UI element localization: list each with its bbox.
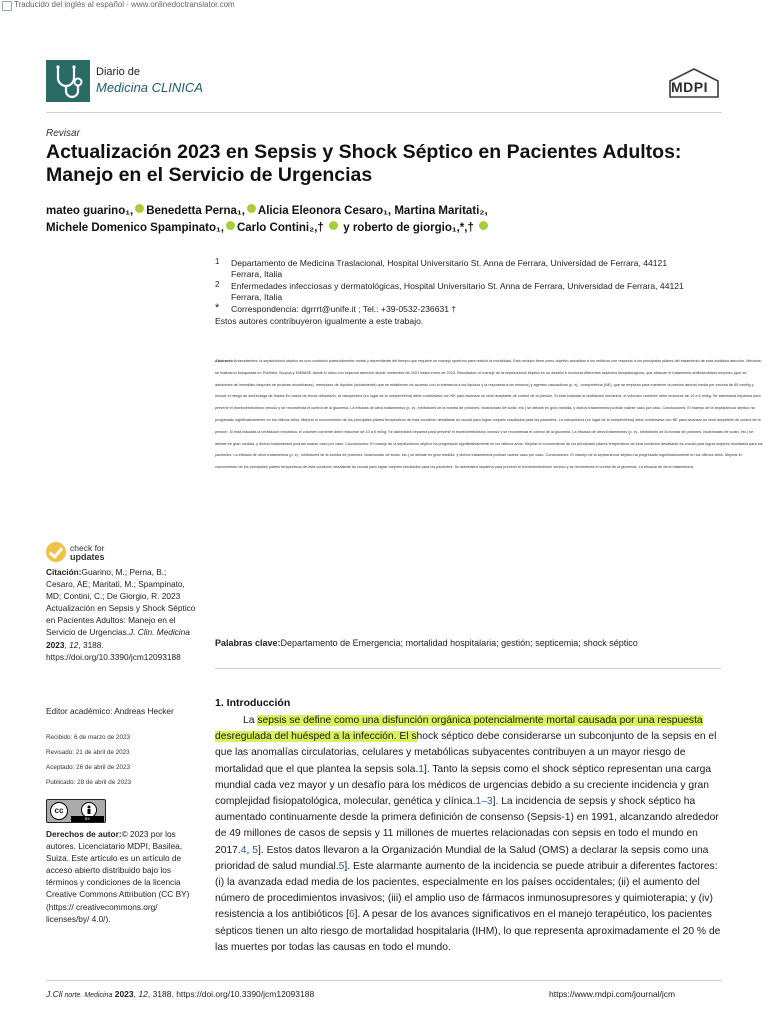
translator-banner [0,0,768,12]
journal-name-prefix: Diario de [96,66,141,78]
abstract-text: Antecedentes: la sepsis/shock séptico es una condición potencialmente mortal y dependiente del tiempo que requiere un manejo oportuno para reducir la mortalidad. Esta revisión tiene como objetivo actualizar a los médicos con respecto a los principales pilares del tratamiento de esta insidiosa afección. Métodos: se realizaron búsquedas en PubMed, Scopus y EMBASE desde el inicio con especial atención desde noviembre de 2021 hasta enero de 2023. Resultados: el manejo de la sepsis/shock séptico es un desafío e involucra diferentes aspectos fisiopatológicos, que abarcan el tratamiento antimicrobiano empírico (que se administra de inmediato después de pruebas microbianas), reemplazo de líquidos (inicialmente) que se establecen de acuerdo con la tolerancia a los líquidos y la respuesta a los mismos) y agentes vasoactivos (p. ej., norepinefrina (NE), que se emplean para mantener la presión arterial media por encima de 65 mmHg y reducir el riesgo de sobrecarga de fluidos En casos de shock refractario, la vasopresina (en lugar de la norepinefrina) debe combinarse con NE para alcanzar un nivel aceptable de control de la presión. Si está indicada la ventilación mecánica, el volumen corriente debe reducirse de 10 a 6 ml/kg. Se administra heparina para prevenir el tromboembolismo venoso y se recomienda el control de la glucemia. La eficacia de otros tratamientos (p. ej., inhibidores de la bomba de protones, bicarbonato de sodio, etc.) se debate en gran medida, y dichos tratamientos podrían usarse caso por caso. Conclusiones: El manejo de la sepsis/shock séptico ha progresado significativamente en los últimos años. Mejorar el conocimiento de los principales pilares terapéuticos de esta condición desafiante es crucial para lograr mejores resultados para los pacientes. La vasopresina (en lugar de la norepinefrina) debe combinarse con NE para alcanzar un nivel aceptable de control de la presión. Si está indicada la ventilación mecánica, el volumen corriente debe reducirse de 10 a 6 ml/kg. Se administra heparina para prevenir el tromboembolismo venoso y se recomienda el control de la glucemia. La eficacia de otros tratamientos (p. ej., inhibidores de la bomba de protones, bicarbonato de sodio, etc.) se debate en gran medida, y dichos tratamientos podrían usarse caso por caso. Conclusiones: El manejo de la sepsis/shock séptico ha progresado significativamente en los últimos años. Mejorar el conocimiento de los principales pilares terapéuticos de esta condición desafiante es crucial para lograr mejores resultados para los pacientes. La eficacia de otros tratamientos (p. ej., inhibidores de la bomba de protones, bicarbonato de sodio, etc.) se debate en gran medida, y dichos tratamientos podrían usarse caso por caso. Conclusiones: El manejo de la sepsis/shock séptico ha progresado significativamente en los últimos años. Mejorar el conocimiento de los principales pilares terapéuticos de esta condición desafiante es crucial para lograr mejores resultados para los pacientes. Se administra heparina para prevenir el tromboembolismo venoso y se recomienda el control de la glucemia. La eficacia de otros tratamientos [215,359,763,470]
affiliations [215,258,685,327]
copyright-license: Derechos de autor:© 2023 por los autores. Licenciatario MDPI, Basilea, Suiza. Este artículo es un artículo de acceso abierto distribuido bajo los términos y condiciones de la licencia Creative Commons Attribution (CC BY) (https:// creativecommons.org/ licenses/by/ 4.0/). [46,829,190,924]
reference-link[interactable]: 1–3 [475,796,493,808]
translator-text: Traducido del inglés al español - www.onlinedoctranslator.com [14,0,235,9]
reference-link[interactable]: 5 [252,844,258,856]
orcid-icon[interactable] [247,204,256,213]
article-title: Actualización 2023 en Sepsis y Shock Séptico en Pacientes Adultos: Manejo en el Servicio de Urgencias [46,141,682,186]
author[interactable]: y roberto de giorgio₁,*,† [343,222,474,234]
header-divider [46,112,722,113]
equal-contribution-note: Estos autores contribuyeron igualmente a este trabajo. [215,316,424,326]
author[interactable]: Martina Maritati₂, [394,205,488,217]
academic-editor: Editor académico: Andreas Hecker [46,706,174,716]
orcid-icon[interactable] [135,204,144,213]
highlighted-text: sepsis se define como una disfunción orgánica potencialmente mortal causada por una respuesta desregulada del huésped a la infección. El s [215,715,703,743]
date-revised: Revisado: 21 de abril de 2023 [46,749,130,756]
section-heading: 1. Introducción [215,697,291,709]
translate-icon [2,1,12,11]
stethoscope-icon [46,60,90,102]
reference-link[interactable]: 1 [418,763,424,775]
date-published: Publicado: 28 de abril de 2023 [46,779,132,786]
footer-citation: J.Cli norte. Medicina 2023, 12, 3188. https://doi.org/10.3390/jcm12093188 [46,989,315,999]
keywords-divider [215,668,721,669]
keywords [215,638,725,648]
orcid-icon[interactable] [329,221,338,230]
keywords-text: Departamento de Emergencia; mortalidad hospitalaria; gestión; septicemia; shock séptico [280,638,638,648]
abstract [215,356,765,474]
cc-license-badge[interactable] [46,799,106,823]
date-accepted: Aceptado: 26 de abril de 2023 [46,764,131,771]
orcid-icon[interactable] [479,221,488,230]
orcid-icon[interactable] [226,221,235,230]
journal-name: Medicina CLINICA [96,80,203,95]
check-for-updates-button[interactable]: check for updates [46,542,166,564]
author[interactable]: Michele Domenico Spampinato₁, [46,222,224,234]
checkmark-icon [46,542,66,562]
date-received: Recibido: 6 de marzo de 2023 [46,734,131,741]
reference-link[interactable]: 4 [240,844,247,856]
keywords-label: Palabras clave: [215,638,281,648]
publisher-name: MDPI [671,79,708,95]
footer-divider [46,980,722,981]
affiliation: 1 Departamento de Medicina Traslacional, Hospital Universitario St. Anna de Ferrara, Universidad de Ferrara, 44121 Ferrara, Italia [215,257,668,279]
journal-url-link[interactable]: https://www.mdpi.com/journal/jcm [549,989,676,999]
publication-dates [46,730,131,790]
article-type: Revisar [46,128,80,139]
citation: Citación:Guarino, M.; Perna, B.; Cesaro, AE; Maritati, M.; Spampinato, MD; Contini, C.; De Giorgio, R. 2023 Actualización en Sepsis y Shock Séptico en Pacientes Adultos: Manejo en el Servicio de Urgencias.J. Clin. Medicina 2023, 12, 3188. https://doi.org/10.3390/jcm12093188 [46,567,196,662]
abstract-label: Abstracto: [215,359,234,363]
author[interactable]: Alicia Eleonora Cesaro₁, [257,205,392,217]
introduction-paragraph: La sepsis se define como una disfunción orgánica potencialmente mortal causada por una respuesta desregulada del huésped a la infección. El shock séptico debe considerarse un subconjunto de la sepsis en el que las anomalías circulatorias, celulares y metabólicas subyacentes contribuyen a un mayor riesgo de mortalidad que el que plantea la sepsis sola.1]. Tanto la sepsis como el shock séptico representan una carga mundial cada vez mayor y un desafío para los médicos de urgencias debido a su creciente incidencia y gran complejidad fisiopatológica, molecular, genética y clínica.1–3]. La incidencia de sepsis y shock séptico ha aumentado continuamente desde la primera definición de consenso (Sepsis-1) en 1991, alcanzando alrededor de 49 millones de casos de sepsis y 11 millones de muertes relacionadas con sepsis en todo el mundo en 2017.4, 5]. Estos datos llevaron a la Organización Mundial de la Salud (OMS) a declarar la sepsis como una prioridad de salud mundial.5]. Este alarmante aumento de la incidencia se puede atribuir a diferentes factores: (i) la avanzada edad media de los pacientes, especialmente en los países occidentales; (ii) el aumento del número de procedimientos invasivos; (iii) el amplio uso de fármacos inmunosupresores y quimioterapia; y (iv) resistencia a los antibióticos [6]. A pesar de los avances significativos en el manejo terapéutico, los pacientes sépticos tienen un alto riesgo de mortalidad hospitalaria (IHM), lo que representa aproximadamente el 20 % de las muertes por todas las causas en todo el mundo. [215,715,721,953]
affiliation: 2 Enfermedades infecciosas y dermatológicas, Hospital Universitario St. Anna de Ferrara, Universidad de Ferrara, 44121 Ferrara, Italia [215,280,684,302]
correspondence: * Correspondencia: dgrrrt@unife.it ; Tel.: +39-0532-236631 † [215,302,457,314]
cc-by-label: BY [71,816,104,822]
author-list [46,203,726,237]
reference-link[interactable]: 6 [348,909,355,921]
author[interactable]: mateo guarino₁, [46,205,134,217]
journal-logo [46,60,90,102]
reference-link[interactable]: 5 [338,860,345,872]
author[interactable]: Carlo Contini₂,† [236,222,324,234]
mdpi-logo [668,68,720,98]
doi-link[interactable]: 3188. https://doi.org/10.3390/jcm12093188 [46,639,181,662]
creative-commons-icon: cc [50,802,68,820]
author[interactable]: Benedetta Perna₁, [146,205,245,217]
